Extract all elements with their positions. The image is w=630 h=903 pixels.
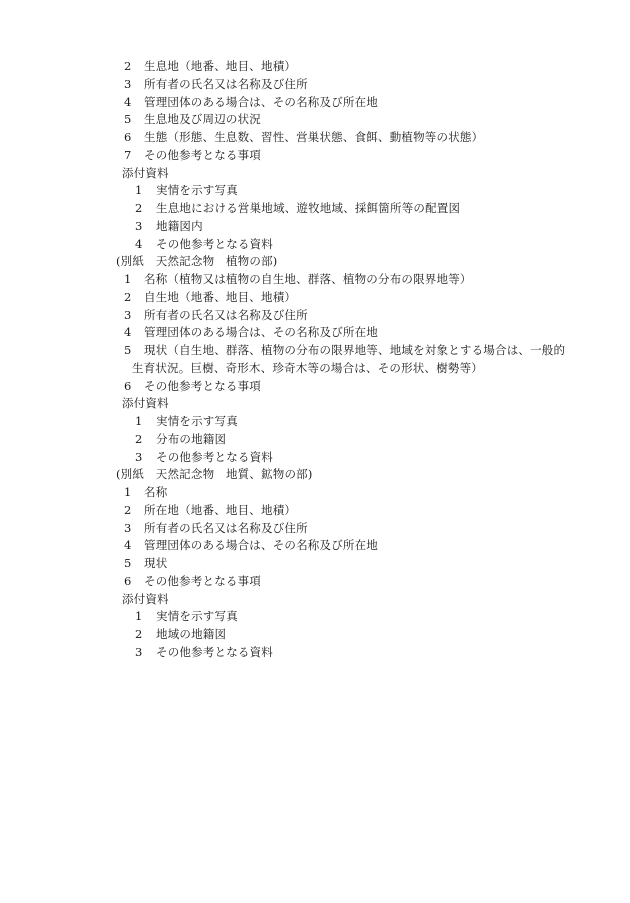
item-text: 生息地（地番、地目、地積） — [144, 59, 297, 73]
attachments-heading — [0, 395, 630, 413]
item-text: 名称（植物又は植物の自生地、群落、植物の分布の限界地等） — [144, 272, 472, 286]
attachment-item — [0, 608, 630, 626]
item-number: 3 — [135, 218, 143, 233]
item-number: 2 — [124, 59, 132, 73]
item-text: 地域の地籍図 — [156, 627, 227, 641]
list-item — [0, 555, 630, 573]
attachment-item — [0, 182, 630, 200]
item-number: 6 — [124, 130, 132, 144]
item-text: その他参考となる事項 — [144, 378, 261, 393]
attachments-heading — [0, 165, 630, 183]
item-text: その他参考となる資料 — [156, 644, 273, 659]
item-text: 実情を示す写真 — [156, 183, 238, 198]
list-item — [0, 307, 630, 325]
item-number: 6 — [124, 378, 132, 393]
item-number: 1 — [124, 272, 132, 286]
list-item — [0, 520, 630, 538]
item-text: 現状（自生地、群落、植物の分布の限界地等、地域を対象とする場合は、一般的 — [144, 343, 566, 357]
attachment-item — [0, 236, 630, 254]
item-text: 分布の地籍図 — [156, 431, 227, 446]
attachment-item — [0, 218, 630, 236]
attachment-item — [0, 200, 630, 218]
item-text: 生息地及び周辺の状況 — [144, 112, 261, 127]
item-text: 所在地（地番、地目、地積） — [144, 502, 297, 517]
attachment-item — [0, 644, 630, 662]
list-item — [0, 129, 630, 147]
list-item — [0, 378, 630, 396]
item-text: その他参考となる資料 — [156, 236, 273, 251]
item-text: 生態（形態、生息数、習性、営巣状態、食餌、動植物等の状態） — [144, 130, 484, 144]
item-number: 3 — [124, 76, 132, 91]
item-text: その他参考となる事項 — [144, 573, 261, 588]
heading-text: 添付資料 — [122, 591, 169, 606]
heading-text: 添付資料 — [122, 165, 169, 180]
list-item — [0, 94, 630, 112]
list-item — [0, 342, 630, 360]
item-number: 1 — [135, 414, 143, 428]
list-item — [0, 111, 630, 129]
item-number: 5 — [124, 112, 132, 127]
item-text: 現状 — [144, 556, 168, 570]
list-item — [0, 573, 630, 591]
item-number: 4 — [124, 538, 132, 553]
item-number: 3 — [124, 307, 132, 322]
attachment-item — [0, 449, 630, 467]
item-text: 管理団体のある場合は、その名称及び所在地 — [144, 538, 378, 553]
item-number: 2 — [124, 502, 132, 517]
item-text: 管理団体のある場合は、その名称及び所在地 — [144, 325, 378, 340]
list-item — [0, 502, 630, 520]
list-item — [0, 271, 630, 289]
item-number: 2 — [135, 201, 143, 215]
attachment-item — [0, 431, 630, 449]
item-number: 7 — [124, 147, 132, 162]
item-number: 2 — [135, 431, 143, 446]
item-text: 地籍図内 — [156, 218, 203, 233]
heading-text: 添付資料 — [122, 396, 169, 411]
item-text: 所有者の氏名又は名称及び住所 — [144, 76, 308, 91]
item-number: 2 — [124, 289, 132, 304]
list-item — [0, 76, 630, 94]
item-number: 3 — [135, 644, 143, 659]
item-number: 3 — [124, 520, 132, 535]
list-item — [0, 289, 630, 307]
document-body — [0, 58, 630, 662]
item-number: 4 — [135, 236, 143, 251]
item-text: 名称 — [144, 485, 168, 499]
item-text: 生息地における営巣地域、遊牧地域、採餌箇所等の配置図 — [156, 201, 461, 215]
list-item — [0, 537, 630, 555]
item-text: その他参考となる事項 — [144, 147, 261, 162]
list-item — [0, 484, 630, 502]
item-number: 4 — [124, 325, 132, 340]
section-title: (別紙 天然記念物 地質、鉱物の部) — [116, 467, 313, 482]
list-item-continuation — [0, 360, 630, 378]
item-text: 所有者の氏名又は名称及び住所 — [144, 307, 308, 322]
list-item — [0, 147, 630, 165]
item-text: 所有者の氏名又は名称及び住所 — [144, 520, 308, 535]
attachments-heading — [0, 591, 630, 609]
attachment-item — [0, 626, 630, 644]
item-number: 5 — [124, 343, 132, 357]
item-number: 3 — [135, 449, 143, 464]
list-item — [0, 58, 630, 76]
item-number: 5 — [124, 556, 132, 570]
item-text: 管理団体のある場合は、その名称及び所在地 — [144, 94, 378, 109]
item-text: 自生地（地番、地目、地積） — [144, 289, 297, 304]
attachment-item — [0, 413, 630, 431]
item-number: 2 — [135, 627, 143, 641]
item-text: 実情を示す写真 — [156, 414, 238, 428]
item-number: 6 — [124, 573, 132, 588]
section-heading-geology — [0, 466, 630, 484]
section-title: (別紙 天然記念物 植物の部) — [116, 254, 278, 269]
item-number: 1 — [124, 485, 132, 499]
item-text: その他参考となる資料 — [156, 449, 273, 464]
item-text: 実情を示す写真 — [156, 609, 238, 624]
item-number: 1 — [135, 609, 143, 624]
item-number: 1 — [135, 183, 143, 198]
item-text: 生育状況。巨樹、奇形木、珍奇木等の場合は、その形状、樹勢等） — [132, 360, 483, 375]
list-item — [0, 324, 630, 342]
item-number: 4 — [124, 94, 132, 109]
section-heading-plants — [0, 253, 630, 271]
